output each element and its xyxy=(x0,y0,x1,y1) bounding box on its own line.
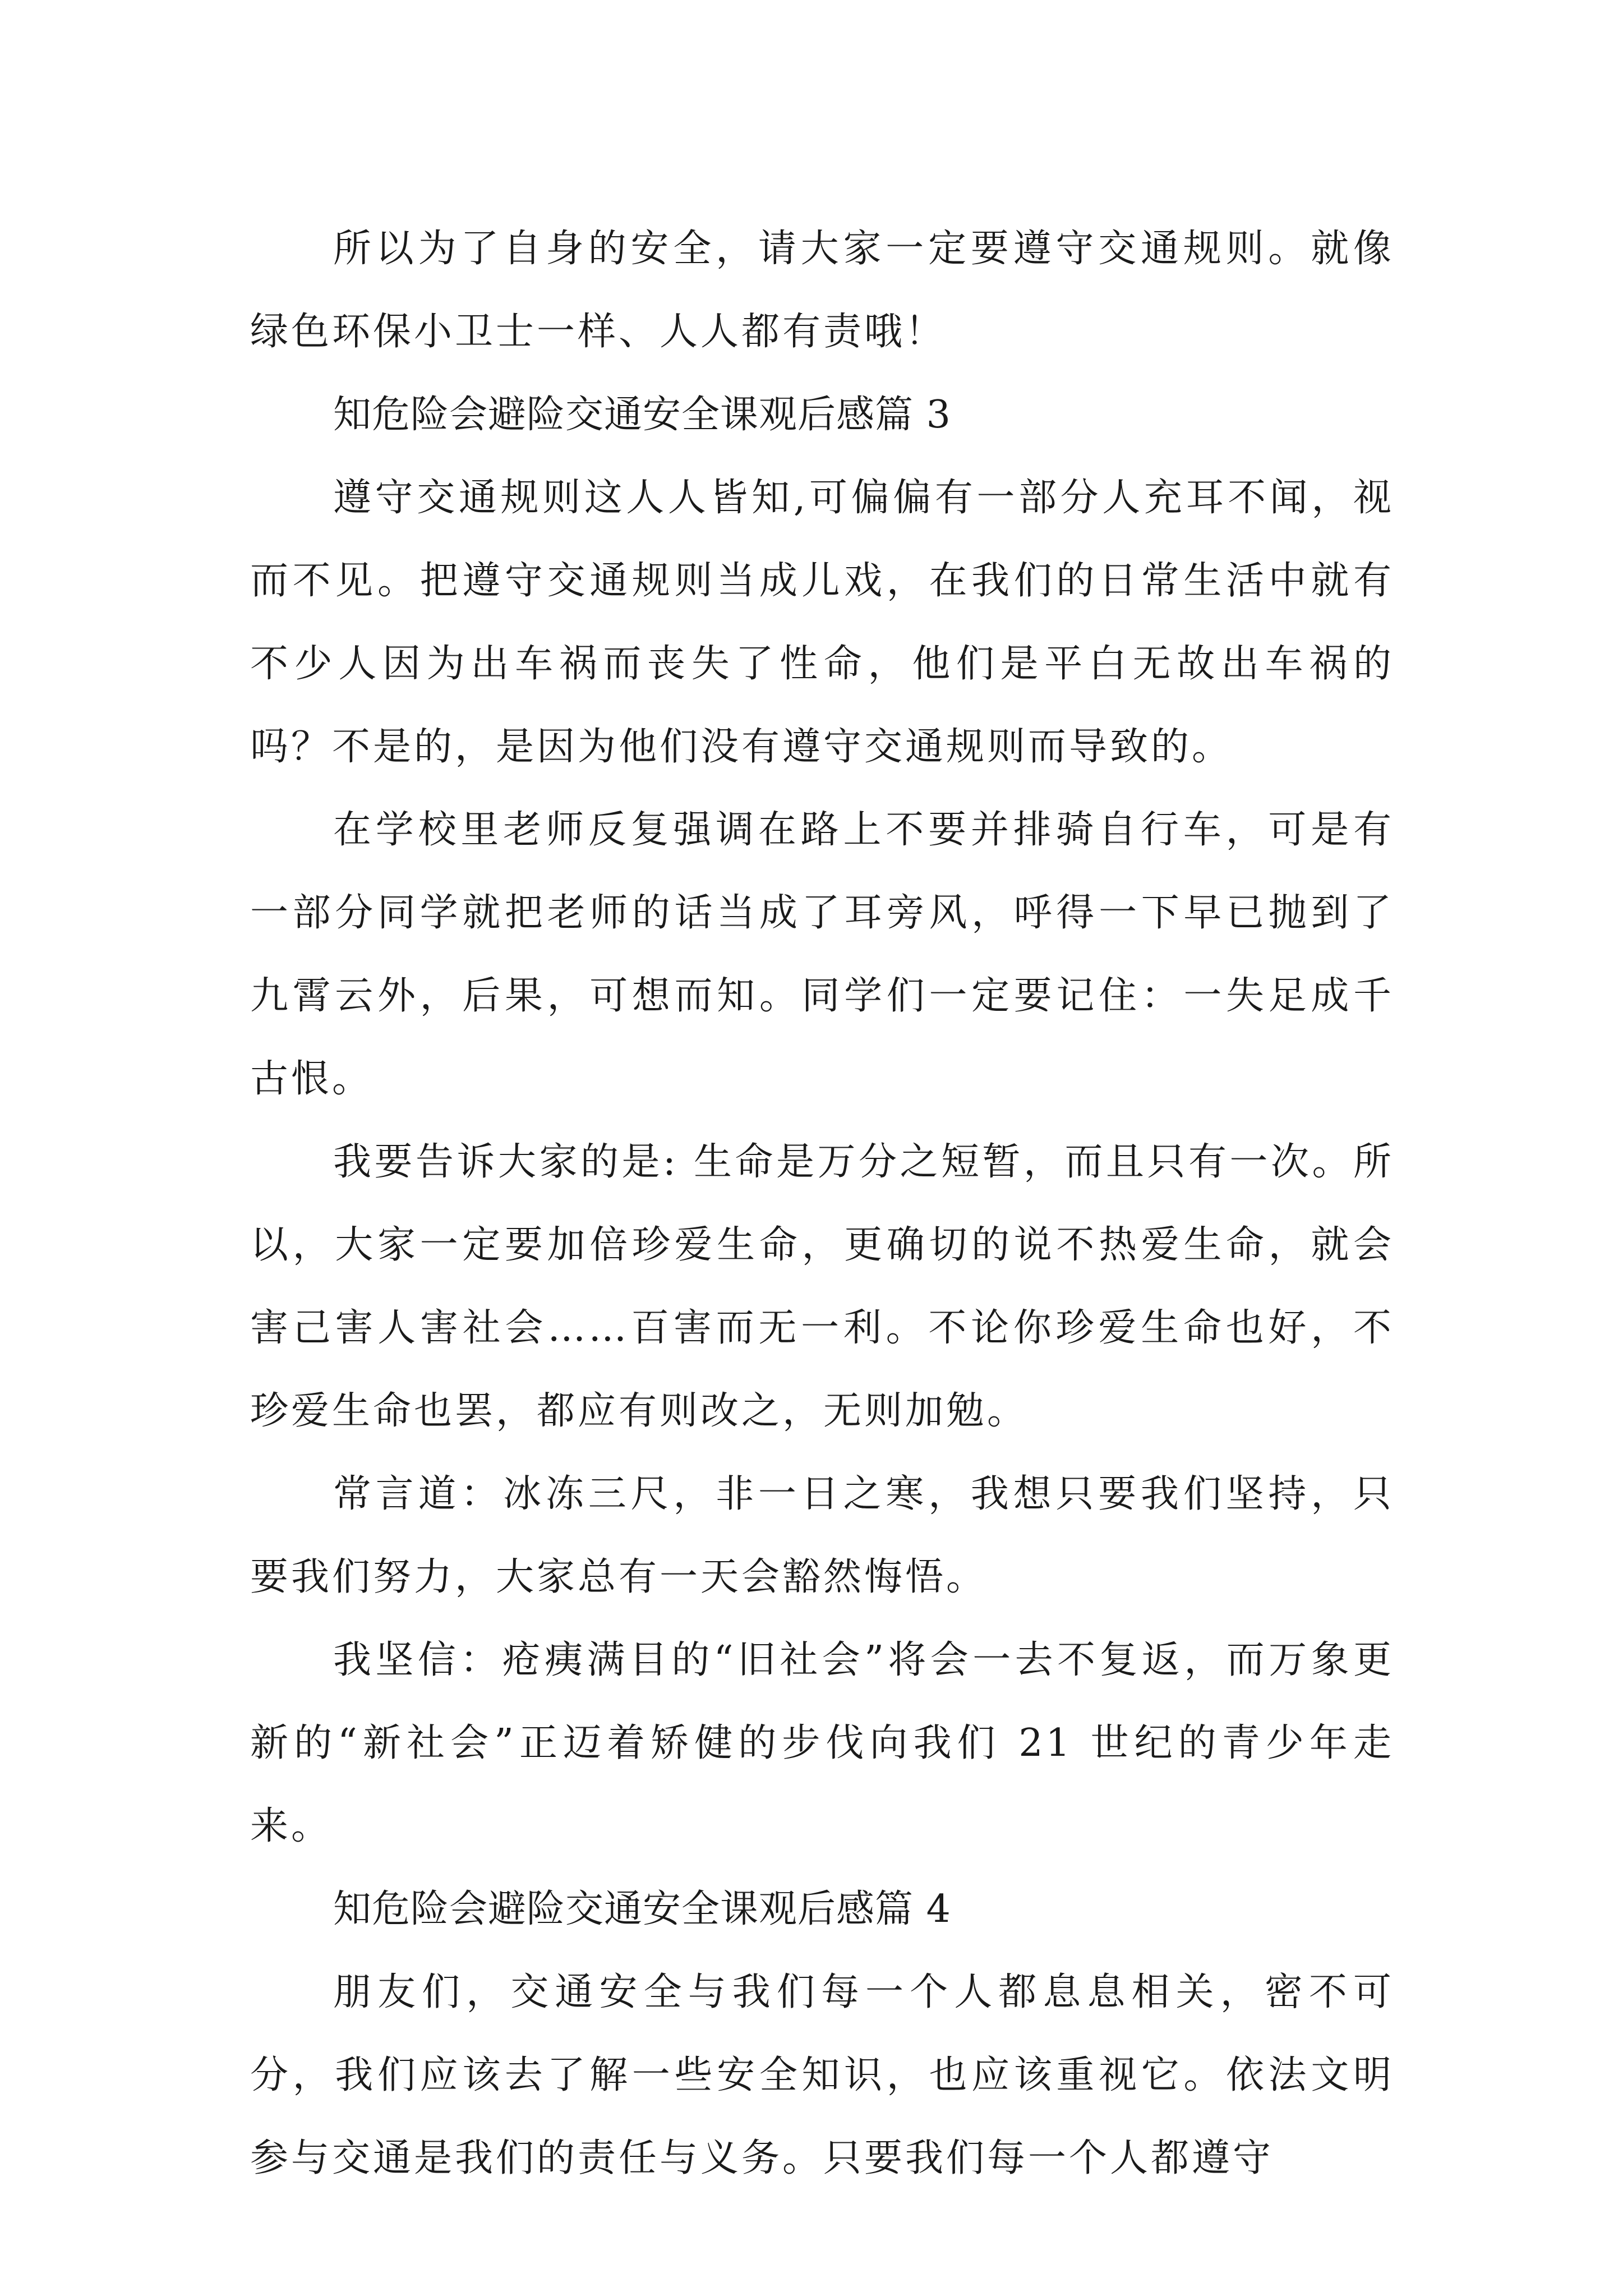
paragraph-friends: 朋友们，交通安全与我们每一个人都息息相关，密不可分，我们应该去了解一些安全知识，也应该重视它。依法文明参与交通是我们的责任与义务。只要我们每一个人都遵守 xyxy=(250,1970,1394,2180)
document-body xyxy=(250,208,1394,2200)
paragraph-saying: 常言道：冰冻三尺，非一日之寒，我想只要我们坚持，只要我们努力，大家总有一天会豁然悔悟。 xyxy=(250,1472,1394,1599)
paragraph-school: 在学校里老师反复强调在路上不要并排骑自行车，可是有一部分同学就把老师的话当成了耳旁风，呼得一下早已抛到了九霄云外，后果，可想而知。同学们一定要记住：一失足成千古恨。 xyxy=(250,808,1394,1101)
section-heading-3: 知危险会避险交通安全课观后感篇 3 xyxy=(333,393,951,437)
paragraph-belief: 我坚信：疮痍满目的“旧社会”将会一去不复返，而万象更新的“新社会”正迈着矫健的步伐向我们 21 世纪的青少年走来。 xyxy=(250,1638,1394,1848)
section-heading-4: 知危险会避险交通安全课观后感篇 4 xyxy=(333,1887,951,1931)
paragraph-obey-rules: 遵守交通规则这人人皆知,可偏偏有一部分人充耳不闻，视而不见。把遵守交通规则当成儿戏，在我们的日常生活中就有不少人因为出车祸而丧失了性命，他们是平白无故出车祸的吗？不是的，是因为他们没有遵守交通规则而导致的。 xyxy=(250,476,1394,769)
paragraph-life: 我要告诉大家的是: 生命是万分之短暂，而且只有一次。所以，大家一定要加倍珍爱生命，更确切的说不热爱生命，就会害己害人害社会……百害而无一利。不论你珍爱生命也好，不珍爱生命也罢，都应有则改之，无则加勉。 xyxy=(250,1140,1394,1433)
paragraph-safety-rules: 所以为了自身的安全，请大家一定要遵守交通规则。就像绿色环保小卫士一样、人人都有责哦！ xyxy=(250,227,1394,354)
